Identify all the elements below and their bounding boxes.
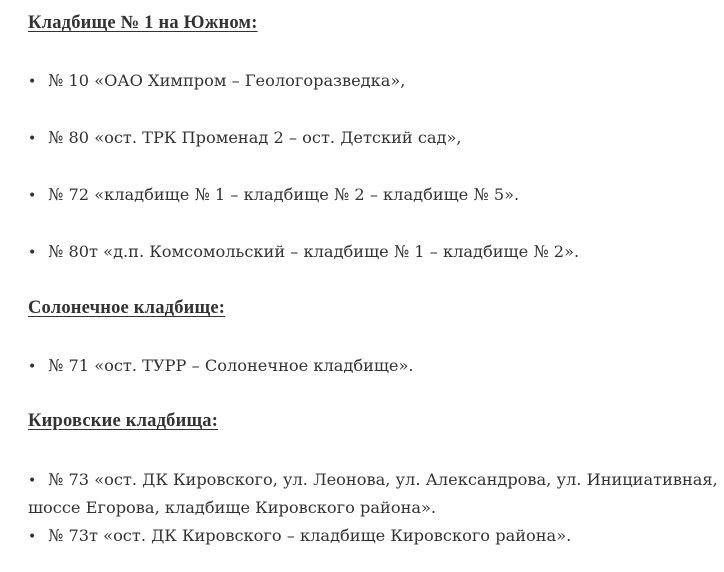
list-item [28, 466, 718, 495]
route-text: № 73т «ост. ДК Кировского – кладбище Кировского района». [48, 526, 572, 545]
list-item [28, 67, 405, 96]
bullet-icon: • [28, 188, 37, 204]
route-text: № 72 «кладбище № 1 – кладбище № 2 – кладбище № 5». [48, 185, 520, 204]
list-item [28, 352, 414, 381]
route-text: № 80 «ост. ТРК Променад 2 – ост. Детский сад», [48, 128, 462, 147]
bullet-icon: • [28, 473, 37, 489]
route-text: № 10 «ОАО Химпром – Геологоразведка», [48, 71, 406, 90]
list-item [28, 238, 579, 267]
bullet-icon: • [28, 529, 37, 545]
route-text: № 71 «ост. ТУРР – Солонечное кладбище». [48, 356, 414, 375]
section-heading-kirovsky-cemeteries: Кировские кладбища: [28, 411, 219, 431]
bullet-icon: • [28, 245, 37, 261]
bullet-icon: • [28, 359, 37, 375]
list-item [28, 522, 571, 551]
list-item [28, 124, 462, 153]
section-heading-south-cemetery: Кладбище № 1 на Южном: [28, 13, 258, 33]
section-heading-solonechnoe-cemetery: Солонечное кладбище: [28, 298, 226, 318]
route-text: № 73 «ост. ДК Кировского, ул. Леонова, ул. Александрова, ул. Инициативная, [48, 470, 718, 489]
route-text-continuation: шоссе Егорова, кладбище Кировского района». [28, 498, 437, 517]
route-text: № 80т «д.п. Комсомольский – кладбище № 1 – кладбище № 2». [48, 242, 580, 261]
bullet-icon: • [28, 131, 37, 147]
list-item [28, 181, 519, 210]
bullet-icon: • [28, 74, 37, 90]
